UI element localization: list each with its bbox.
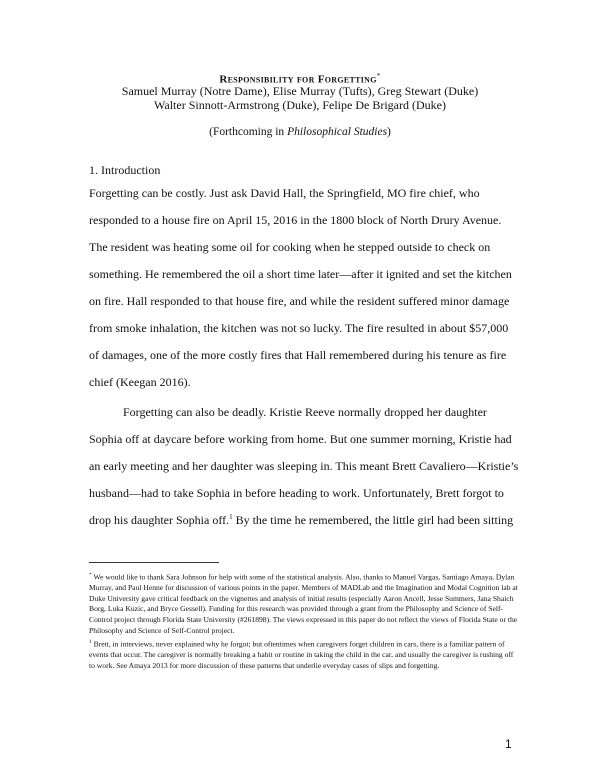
page-number: 1 (505, 737, 512, 751)
paragraph-2 (89, 399, 519, 534)
title-footnote-marker: * (376, 72, 381, 80)
footnote-1-text: Brett, in interviews, never explained why he forgot; but oftentimes when caregivers forget children in cars, there is a familiar pattern of events that occur. The caregiver is normally breaking a habit or routine in taking the child in the car, and usually the caregiver is rushing off to work. See Amaya 2013 for more discussion of these patterns that underlie everyday cases of slips and forgetting. (89, 639, 514, 670)
footnote-1-ref[interactable]: 1 (229, 513, 233, 521)
forthcoming-prefix: (Forthcoming in (209, 126, 288, 138)
footnote-star-text: We would like to thank Sara Johnson for help with some of the statistical analysis. Also, thanks to Manuel Vargas, Santiago Amaya, Dylan Murray, and Paul Henne for discussion of various points in the paper. Members of MADLab and the Imagination and Modal Cognition lab at Duke University gave critical feedback on the vignettes and analysis of initial results (especially Aaron Ancell, Jesse Summers, Jana Shaich Borg, Luka Kuzic, and Bryce Gessell). Funding for this research was provided through a grant from the Philosophy and Science of Self-Control project through Florida State University (#261898). The views expressed in this paper do not reflect the views of Florida State or the Philosophy and Science of Self-Control project. (89, 572, 518, 635)
journal-name: Philosophical Studies (287, 126, 388, 138)
footnote-divider (89, 562, 219, 563)
footnote-1 (89, 637, 519, 671)
title-text: Responsibility for Forgetting (219, 73, 377, 86)
paragraph-1: Forgetting can be costly. Just ask David Hall, the Springfield, MO fire chief, who responded to a house fire on April 15, 2016 in the 1800 block of North Drury Avenue. The resident was heating some oil for cooking when he stepped outside to check on something. He remembered the oil a short time later—after it ignited and set the kitchen on fire. Hall responded to that house fire, and while the resident suffered minor damage from smoke inhalation, the kitchen was not so lucky. The fire resulted in about $57,000 of damages, one of the more costly fires that Hall remembered during his tenure as fire chief (Keegan 2016). (89, 186, 512, 389)
paragraph-2-text: Forgetting can also be deadly. Kristie Reeve normally dropped her daughter Sophia off at daycare before working from home. But one summer morning, Kristie had an early meeting and her daughter was sleeping in. This meant Brett Cavaliero—Kristie’s husband—had to take Sophia in before heading to work. Unfortunately, Brett forgot to drop his daughter Sophia off. (89, 405, 519, 527)
footnote-star (89, 570, 519, 636)
forthcoming-note (80, 126, 520, 138)
footnotes (89, 570, 519, 672)
section-heading: 1. Introduction (89, 163, 161, 177)
footnote-star-marker: * (89, 572, 92, 578)
paragraph-2-continued: By the time he remembered, the little girl had been sitting (232, 513, 514, 527)
forthcoming-suffix: ) (387, 126, 391, 138)
footnote-1-marker: 1 (89, 639, 92, 646)
authors-line-2: Walter Sinnott-Armstrong (Duke), Felipe De Brigard (Duke) (154, 98, 446, 112)
authors-line-1: Samuel Murray (Notre Dame), Elise Murray (Tufts), Greg Stewart (Duke) (121, 84, 479, 98)
